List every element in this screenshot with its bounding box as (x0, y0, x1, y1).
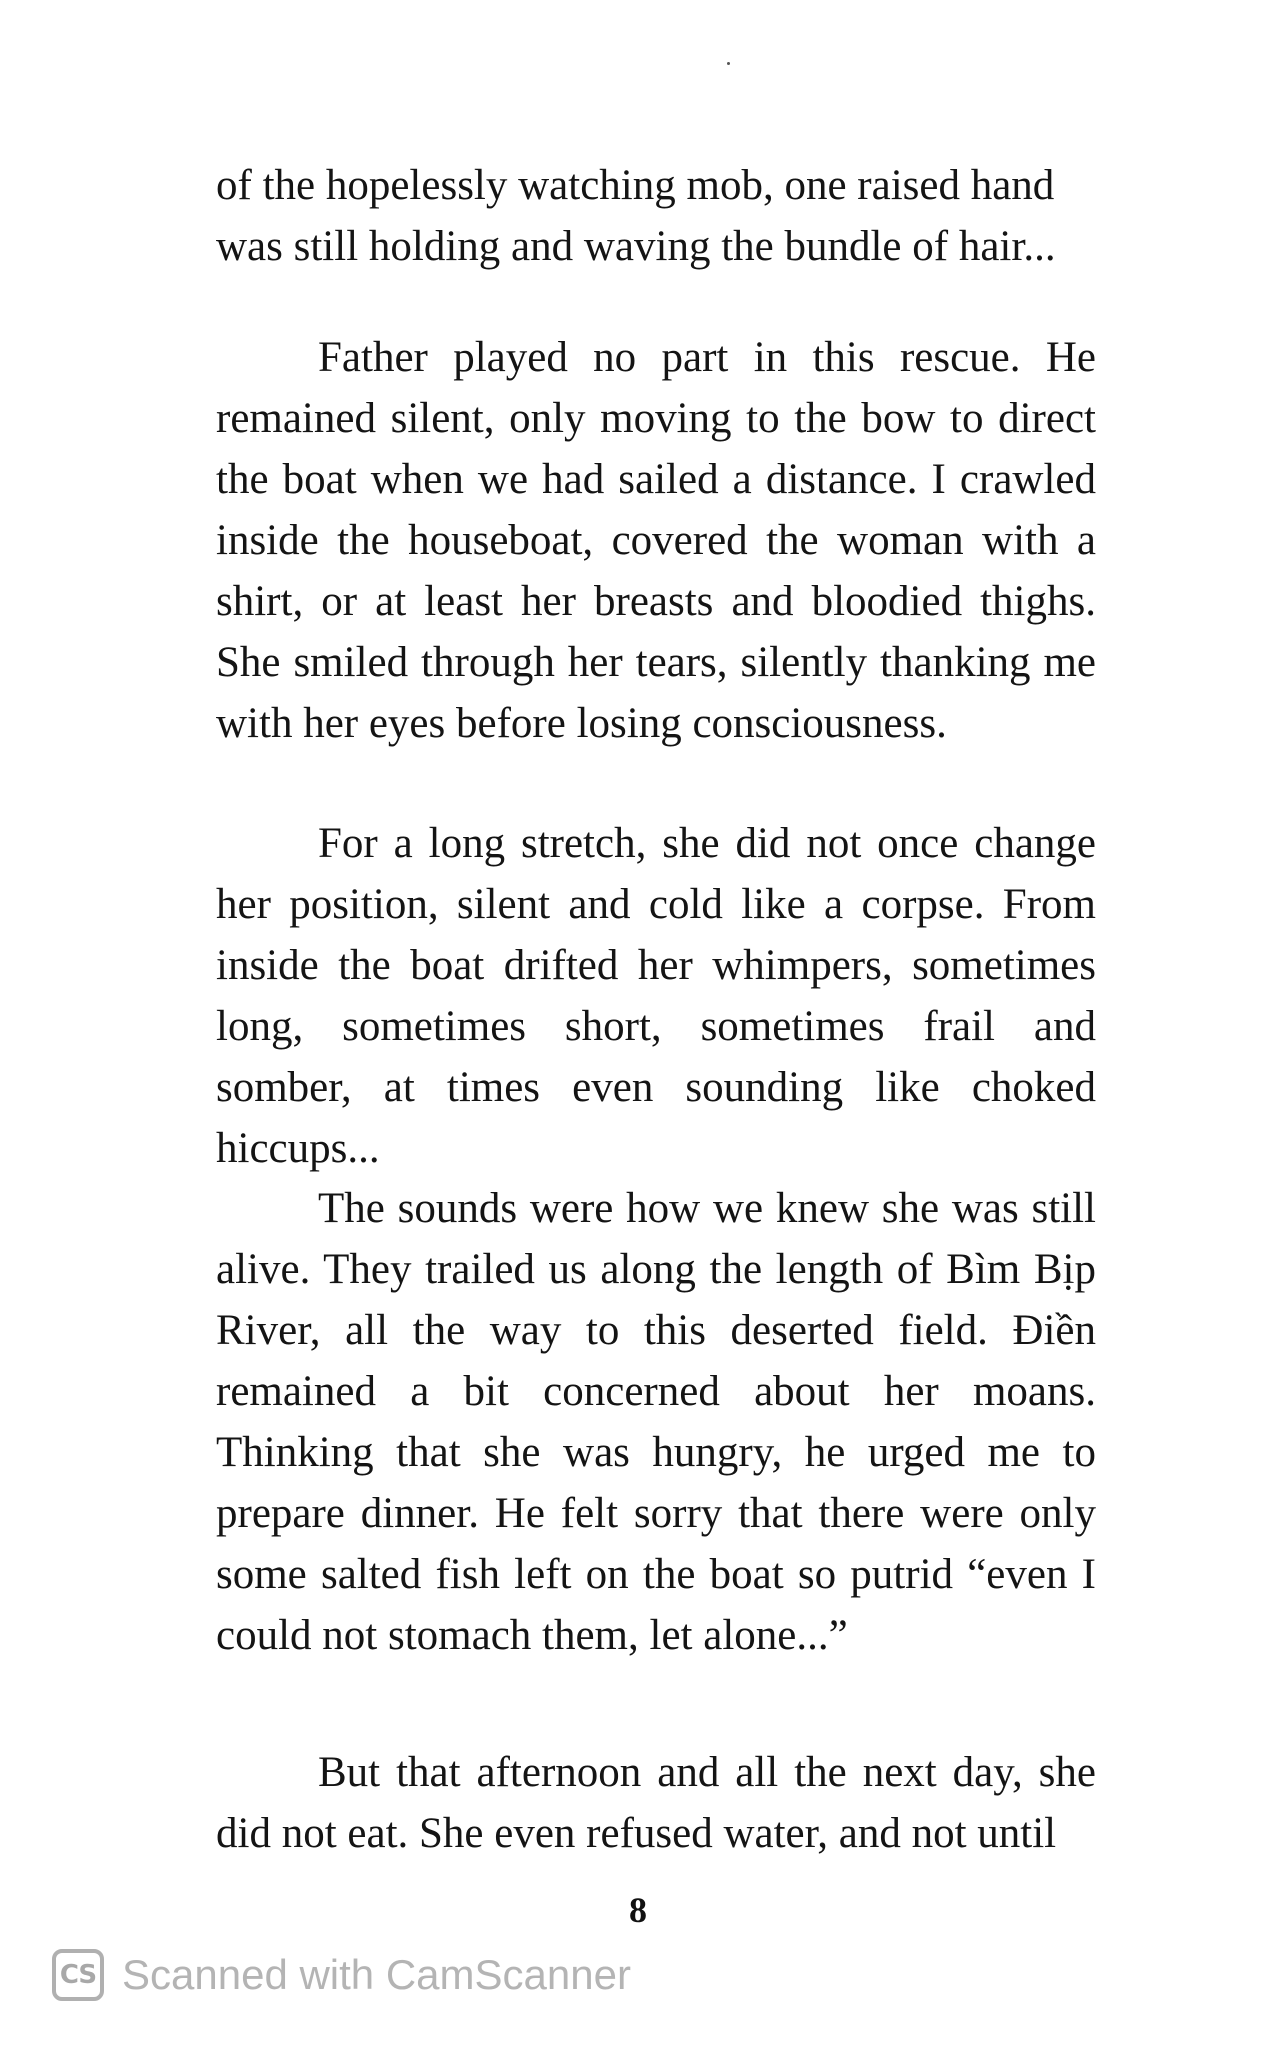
watermark-text: Scanned with CamScanner (122, 1951, 631, 1998)
paragraph-sounds: The sounds were how we knew she was still alive. They trailed us along the length of Bìm Bịp River, all the way to this deserted field. Điền remained a bit concerned about her moans. Thinking that she was hungry, he urged me to prepare dinner. He felt sorry that there were only some salted fish left on the boat so putrid “even I could not stomach them, let alone...” (216, 1185, 1096, 1659)
page-number: 8 (629, 1890, 647, 1930)
camscanner-logo-icon: CS (52, 1949, 104, 2001)
scan-speck (727, 62, 730, 65)
paragraph-long-stretch: For a long stretch, she did not once change her position, silent and cold like a corpse. From inside the boat drifted her whimpers, sometimes long, sometimes short, sometimes frail and somber, at times even sounding like choked hiccups... (216, 820, 1096, 1172)
paragraph-father-rescue: Father played no part in this rescue. He remained silent, only moving to the bow to direct the boat when we had sailed a distance. I crawled inside the houseboat, covered the woman with a shirt, or at least her breasts and bloodied thighs. She smiled through her tears, silently thanking me with her eyes before losing consciousness. (216, 334, 1096, 747)
camscanner-watermark (52, 1944, 631, 2006)
paragraph-afternoon: But that afternoon and all the next day, she did not eat. She even refused water, and not until (216, 1749, 1096, 1857)
paragraph-continuation: of the hopelessly watching mob, one raised hand was still holding and waving the bundle of hair... (216, 162, 1056, 270)
